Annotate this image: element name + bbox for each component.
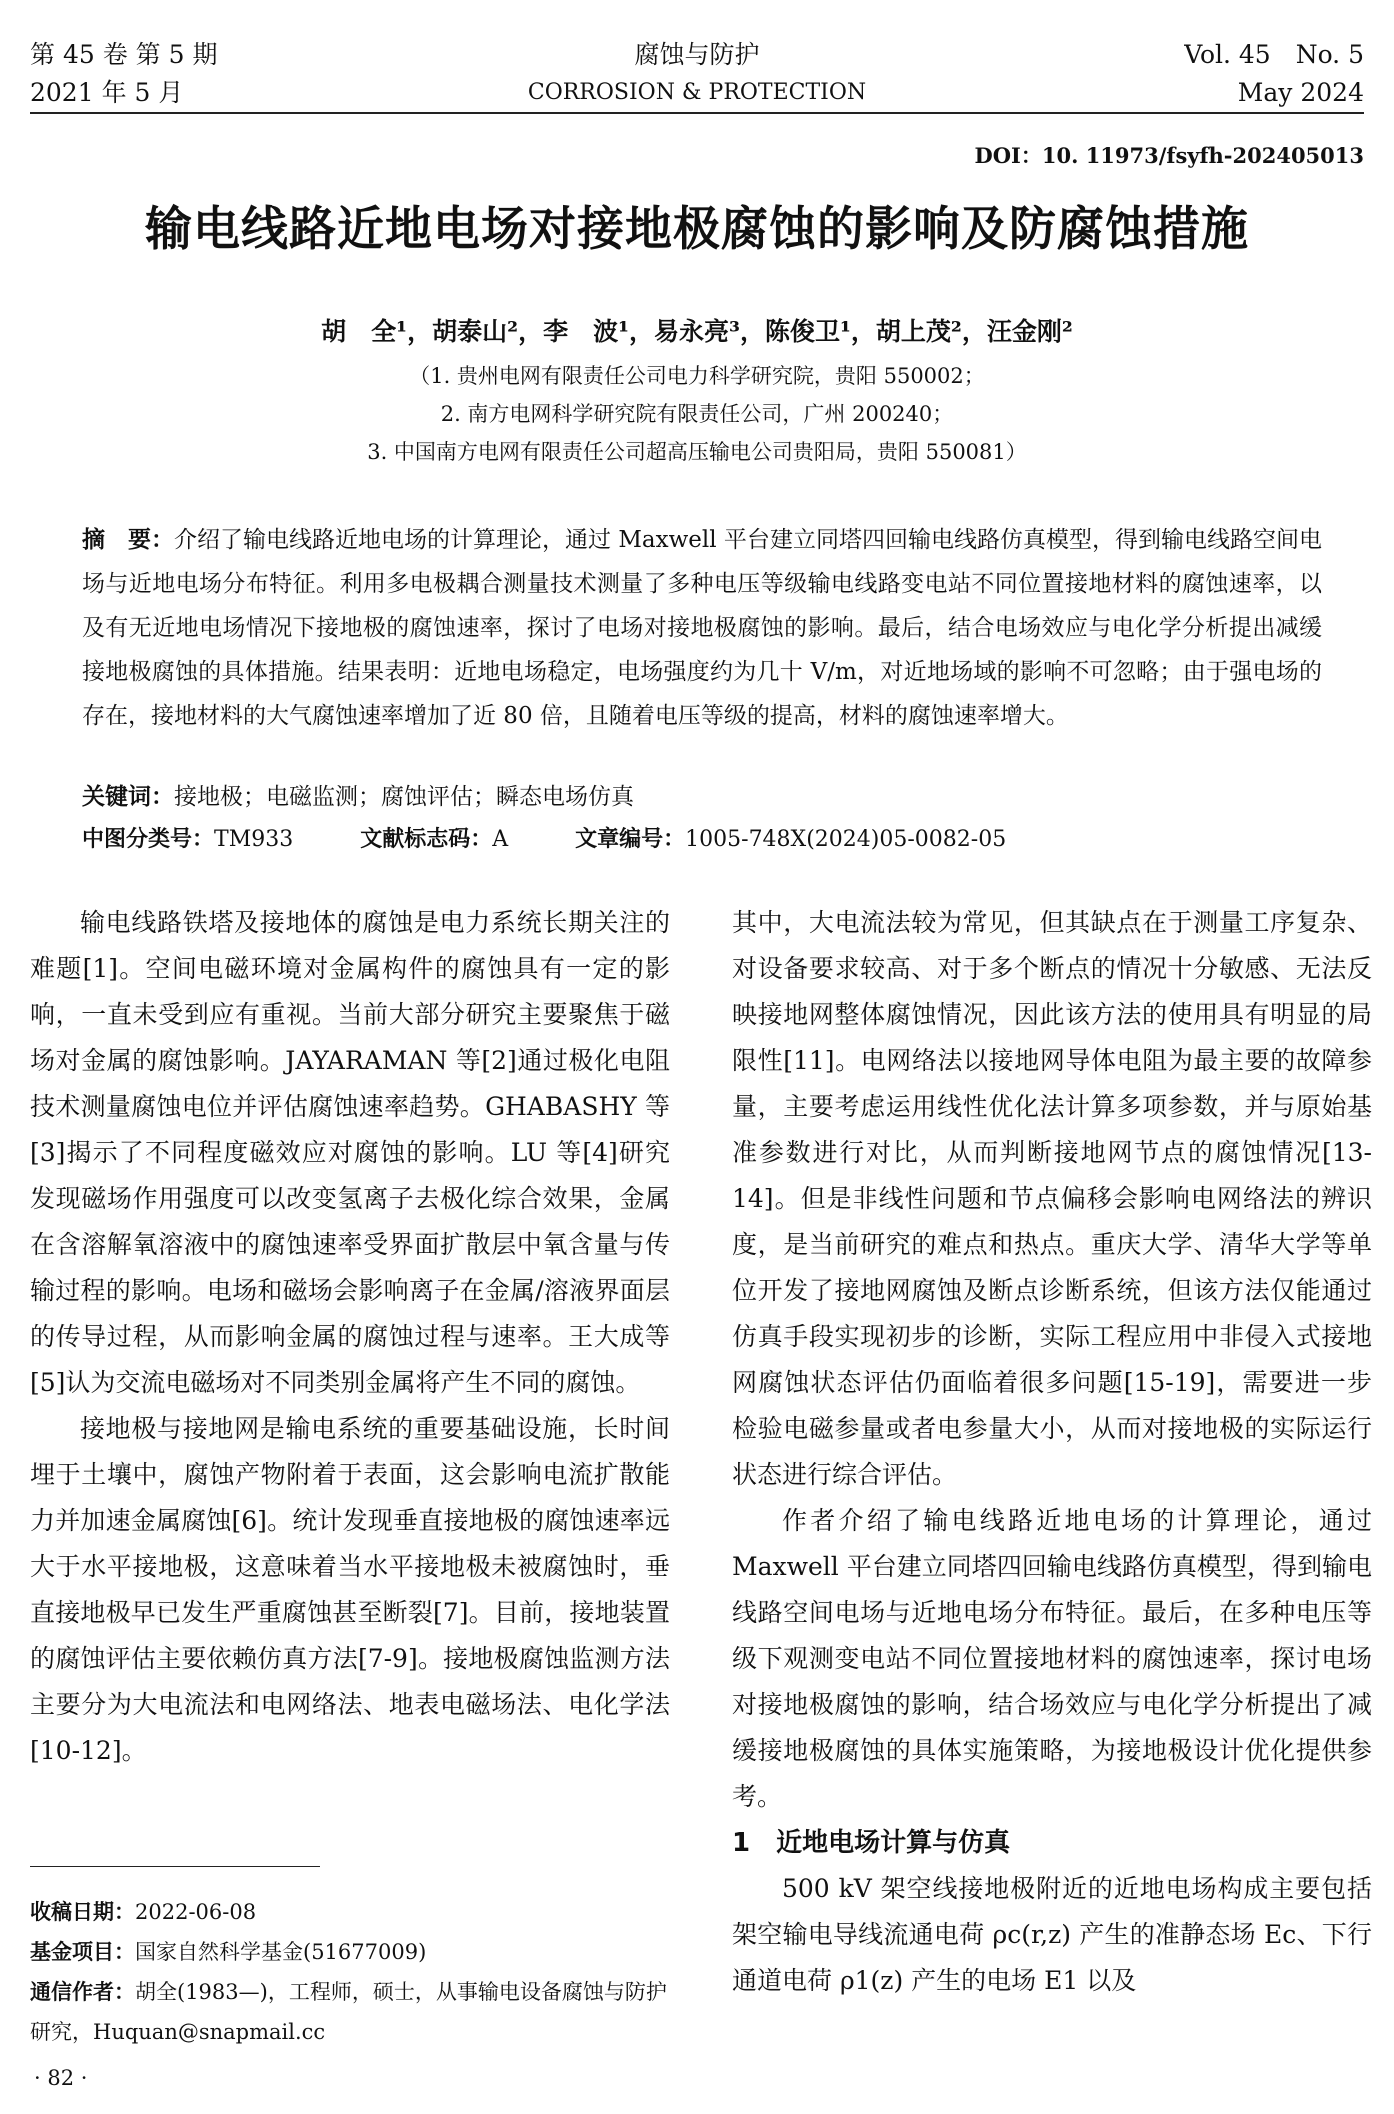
document-code xyxy=(360,822,508,853)
keywords-text: 接地极；电磁监测；腐蚀评估；瞬态电场仿真 xyxy=(174,784,634,810)
clc-number xyxy=(82,822,293,853)
corresponding-author xyxy=(30,1972,670,2052)
footnotes xyxy=(30,1892,670,2052)
header-date-en: May 2024 xyxy=(1237,78,1364,107)
abstract xyxy=(82,518,1322,738)
doc-code-label: 文献标志码： xyxy=(360,827,493,852)
body-paragraph: 输电线路铁塔及接地体的腐蚀是电力系统长期关注的难题[1]。空间电磁环境对金属构件的腐蚀具有一定的影响，一直未受到应有重视。当前大部分研究主要聚焦于磁场对金属的腐蚀影响。JAYARAMAN 等[2]通过极化电阻技术测量腐蚀电位并评估腐蚀速率趋势。GHABASHY 等[3]揭示了不同程度磁效应对腐蚀的影响。LU 等[4]研究发现磁场作用强度可以改变氢离子去极化综合效果，金属在含溶解氧溶液中的腐蚀速率受界面扩散层中氧含量与传输过程的影响。电场和磁场会影响离子在金属/溶液界面层的传导过程，从而影响金属的腐蚀过程与速率。王大成等[5]认为交流电磁场对不同类别金属将产生不同的腐蚀。 xyxy=(30,908,670,1397)
header-volume-info-en xyxy=(1184,36,1364,112)
section-heading: 1 近地电场计算与仿真 xyxy=(732,1828,1011,1858)
clc-label: 中图分类号： xyxy=(82,827,215,852)
received-value: 2022-06-08 xyxy=(135,1900,257,1924)
keywords xyxy=(82,778,1322,811)
header-volume-issue: 第 45 卷 第 5 期 xyxy=(30,40,218,69)
journal-name-cn: 腐蚀与防护 xyxy=(634,40,760,69)
author-list: 胡 全¹，胡泰山²，李 波¹，易永亮³，陈俊卫¹，胡上茂²，汪金刚² xyxy=(321,317,1073,346)
article-number-value: 1005-748X(2024)05-0082-05 xyxy=(685,827,1007,852)
article-number-label: 文章编号： xyxy=(575,827,686,852)
article-number xyxy=(575,822,1006,853)
header-date-cn: 2021 年 5 月 xyxy=(30,78,184,107)
paper-title: 输电线路近地电场对接地极腐蚀的影响及防腐蚀措施 xyxy=(145,202,1249,257)
body-paragraph: 接地极与接地网是输电系统的重要基础设施，长时间埋于土壤中，腐蚀产物附着于表面，这会影响电流扩散能力并加速金属腐蚀[6]。统计发现垂直接地极的腐蚀速率远大于水平接地极，这意味着当水平接地极未被腐蚀时，垂直接地极早已发生严重腐蚀甚至断裂[7]。目前，接地装置的腐蚀评估主要依赖仿真方法[7-9]。接地极腐蚀监测方法主要分为大电流法和电网络法、地表电磁场法、电化学法[10-12]。 xyxy=(30,1414,670,1765)
doc-code-value: A xyxy=(492,827,509,852)
fund-project xyxy=(30,1932,670,1972)
running-header xyxy=(30,30,1364,114)
body-column-left xyxy=(30,900,670,1774)
affiliation-1: （1. 贵州电网有限责任公司电力科学研究院，贵阳 550002； xyxy=(409,364,985,388)
body-paragraph: 500 kV 架空线接地极附近的近地电场构成主要包括架空输电导线流通电荷 ρc(r,z) 产生的准静态场 Ec、下行通道电荷 ρ1(z) 产生的电场 E1 以及 xyxy=(732,1874,1372,1995)
corresponding-author-value: 胡全(1983—)，工程师，硕士，从事输电设备腐蚀与防护研究，Huquan@snapmail.cc xyxy=(30,1980,667,2044)
abstract-text: 介绍了输电线路近地电场的计算理论，通过 Maxwell 平台建立同塔四回输电线路仿真模型，得到输电线路空间电场与近地电场分布特征。利用多电极耦合测量技术测量了多种电压等级输电线路变电站不同位置接地材料的腐蚀速率，以及有无近地电场情况下接地极的腐蚀速率，探讨了电场对接地极腐蚀的影响。最后，结合电场效应与电化学分析提出减缓接地极腐蚀的具体措施。结果表明：近地电场稳定，电场强度约为几十 V/m，对近地场域的影响不可忽略；由于强电场的存在，接地材料的大气腐蚀速率增加了近 80 倍，且随着电压等级的提高，材料的腐蚀速率增大。 xyxy=(82,527,1322,729)
footnote-divider xyxy=(30,1866,320,1867)
abstract-label: 摘 要： xyxy=(82,527,175,553)
affiliation-3: 3. 中国南方电网有限责任公司超高压输电公司贵阳局，贵阳 550081） xyxy=(367,440,1027,464)
header-volume-issue-en: Vol. 45 No. 5 xyxy=(1184,40,1364,69)
fund-label: 基金项目： xyxy=(30,1940,135,1964)
journal-name-en: CORROSION & PROTECTION xyxy=(527,80,867,105)
corresponding-author-label: 通信作者： xyxy=(30,1980,135,2004)
received-label: 收稿日期： xyxy=(30,1900,135,1924)
clc-value: TM933 xyxy=(214,827,294,852)
doi: DOI：10. 11973/fsyfh-202405013 xyxy=(974,143,1364,168)
received-date xyxy=(30,1892,670,1932)
keywords-label: 关键词： xyxy=(82,784,174,810)
body-paragraph: 其中，大电流法较为常见，但其缺点在于测量工序复杂、对设备要求较高、对于多个断点的情况十分敏感、无法反映接地网整体腐蚀情况，因此该方法的使用具有明显的局限性[11]。电网络法以接地网导体电阻为最主要的故障参量，主要考虑运用线性优化法计算多项参数，并与原始基准参数进行对比，从而判断接地网节点的腐蚀情况[13-14]。但是非线性问题和节点偏移会影响电网络法的辨识度，是当前研究的难点和热点。重庆大学、清华大学等单位开发了接地网腐蚀及断点诊断系统，但该方法仅能通过仿真手段实现初步的诊断，实际工程应用中非侵入式接地网腐蚀状态评估仍面临着很多问题[15-19]，需要进一步检验电磁参量或者电参量大小，从而对接地极的实际运行状态进行综合评估。 xyxy=(732,908,1372,1489)
classification-line xyxy=(82,822,1322,853)
journal-name xyxy=(30,36,1364,112)
affiliation-2: 2. 南方电网科学研究院有限责任公司，广州 200240； xyxy=(440,402,954,426)
body-paragraph: 作者介绍了输电线路近地电场的计算理论，通过 Maxwell 平台建立同塔四回输电线路仿真模型，得到输电线路空间电场与近地电场分布特征。最后，在多种电压等级下观测变电站不同位置接地材料的腐蚀速率，探讨电场对接地极腐蚀的影响，结合场效应与电化学分析提出了减缓接地极腐蚀的具体实施策略，为接地极设计优化提供参考。 xyxy=(732,1506,1372,1811)
body-column-right xyxy=(732,900,1372,2004)
page-number: · 82 · xyxy=(34,2066,88,2090)
fund-value: 国家自然科学基金(51677009) xyxy=(135,1940,427,1964)
